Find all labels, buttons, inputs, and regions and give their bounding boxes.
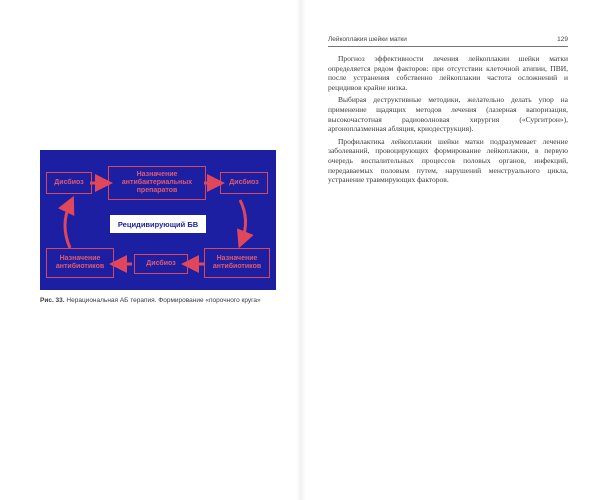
node-antibiotics-bottom-right: Назначение антибиотиков [204, 248, 270, 278]
node-dysbiosis-top-right: Дисбиоз [220, 172, 268, 194]
cycle-diagram [40, 150, 276, 290]
arrow-right-down [240, 200, 246, 240]
node-dysbiosis-top-left: Дисбиоз [46, 172, 92, 194]
paragraph-destructive-methods: Выбирая деструктивные методики, желательно делать упор на применение щадящих методов лечения (лазерная вапоризация, высокочастотная радиоволновая хирургия («Сургитрон»), аргоноплазменная абляция, криодеструкция). [328, 95, 568, 134]
node-antibacterial-drugs: Назначение антибактериальных препаратов [108, 166, 206, 200]
node-antibiotics-bottom-left: Назначение антибиотиков [46, 248, 114, 278]
figure-caption [40, 296, 276, 305]
running-head-title: Лейкоплакия шейки матки [328, 36, 407, 43]
figure-number: Рис. 33. [40, 297, 65, 304]
paragraph-prognosis: Прогноз эффективности лечения лейкоплакии шейки матки определяется рядом факторов: при отсутствии клеточной атипии, ПВИ, после устранения собственно лейкоплакии частота осложнений и рецидивов крайне низка. [328, 54, 568, 92]
body-text [328, 54, 568, 188]
figure-caption-text: Нерациональная АБ терапия. Формирование «порочного круга» [66, 297, 261, 304]
paragraph-prevention: Профилактика лейкоплакии шейки матки подразумевает лечение заболеваний, провоцирующих формирование лейкоплакии, в первую очередь воспалительных процессов половых органов, инфекций, передаваемых половым путем, нарушений менструального цикла, устранение травмирующих факторов. [328, 136, 568, 185]
page-number: 129 [557, 36, 568, 43]
center-recurrent-bv: Рецидивирующий БВ [110, 215, 206, 233]
running-head [328, 36, 568, 47]
arrow-left-up [65, 204, 70, 248]
node-dysbiosis-bottom: Дисбиоз [134, 254, 188, 274]
page-gutter [296, 0, 306, 500]
